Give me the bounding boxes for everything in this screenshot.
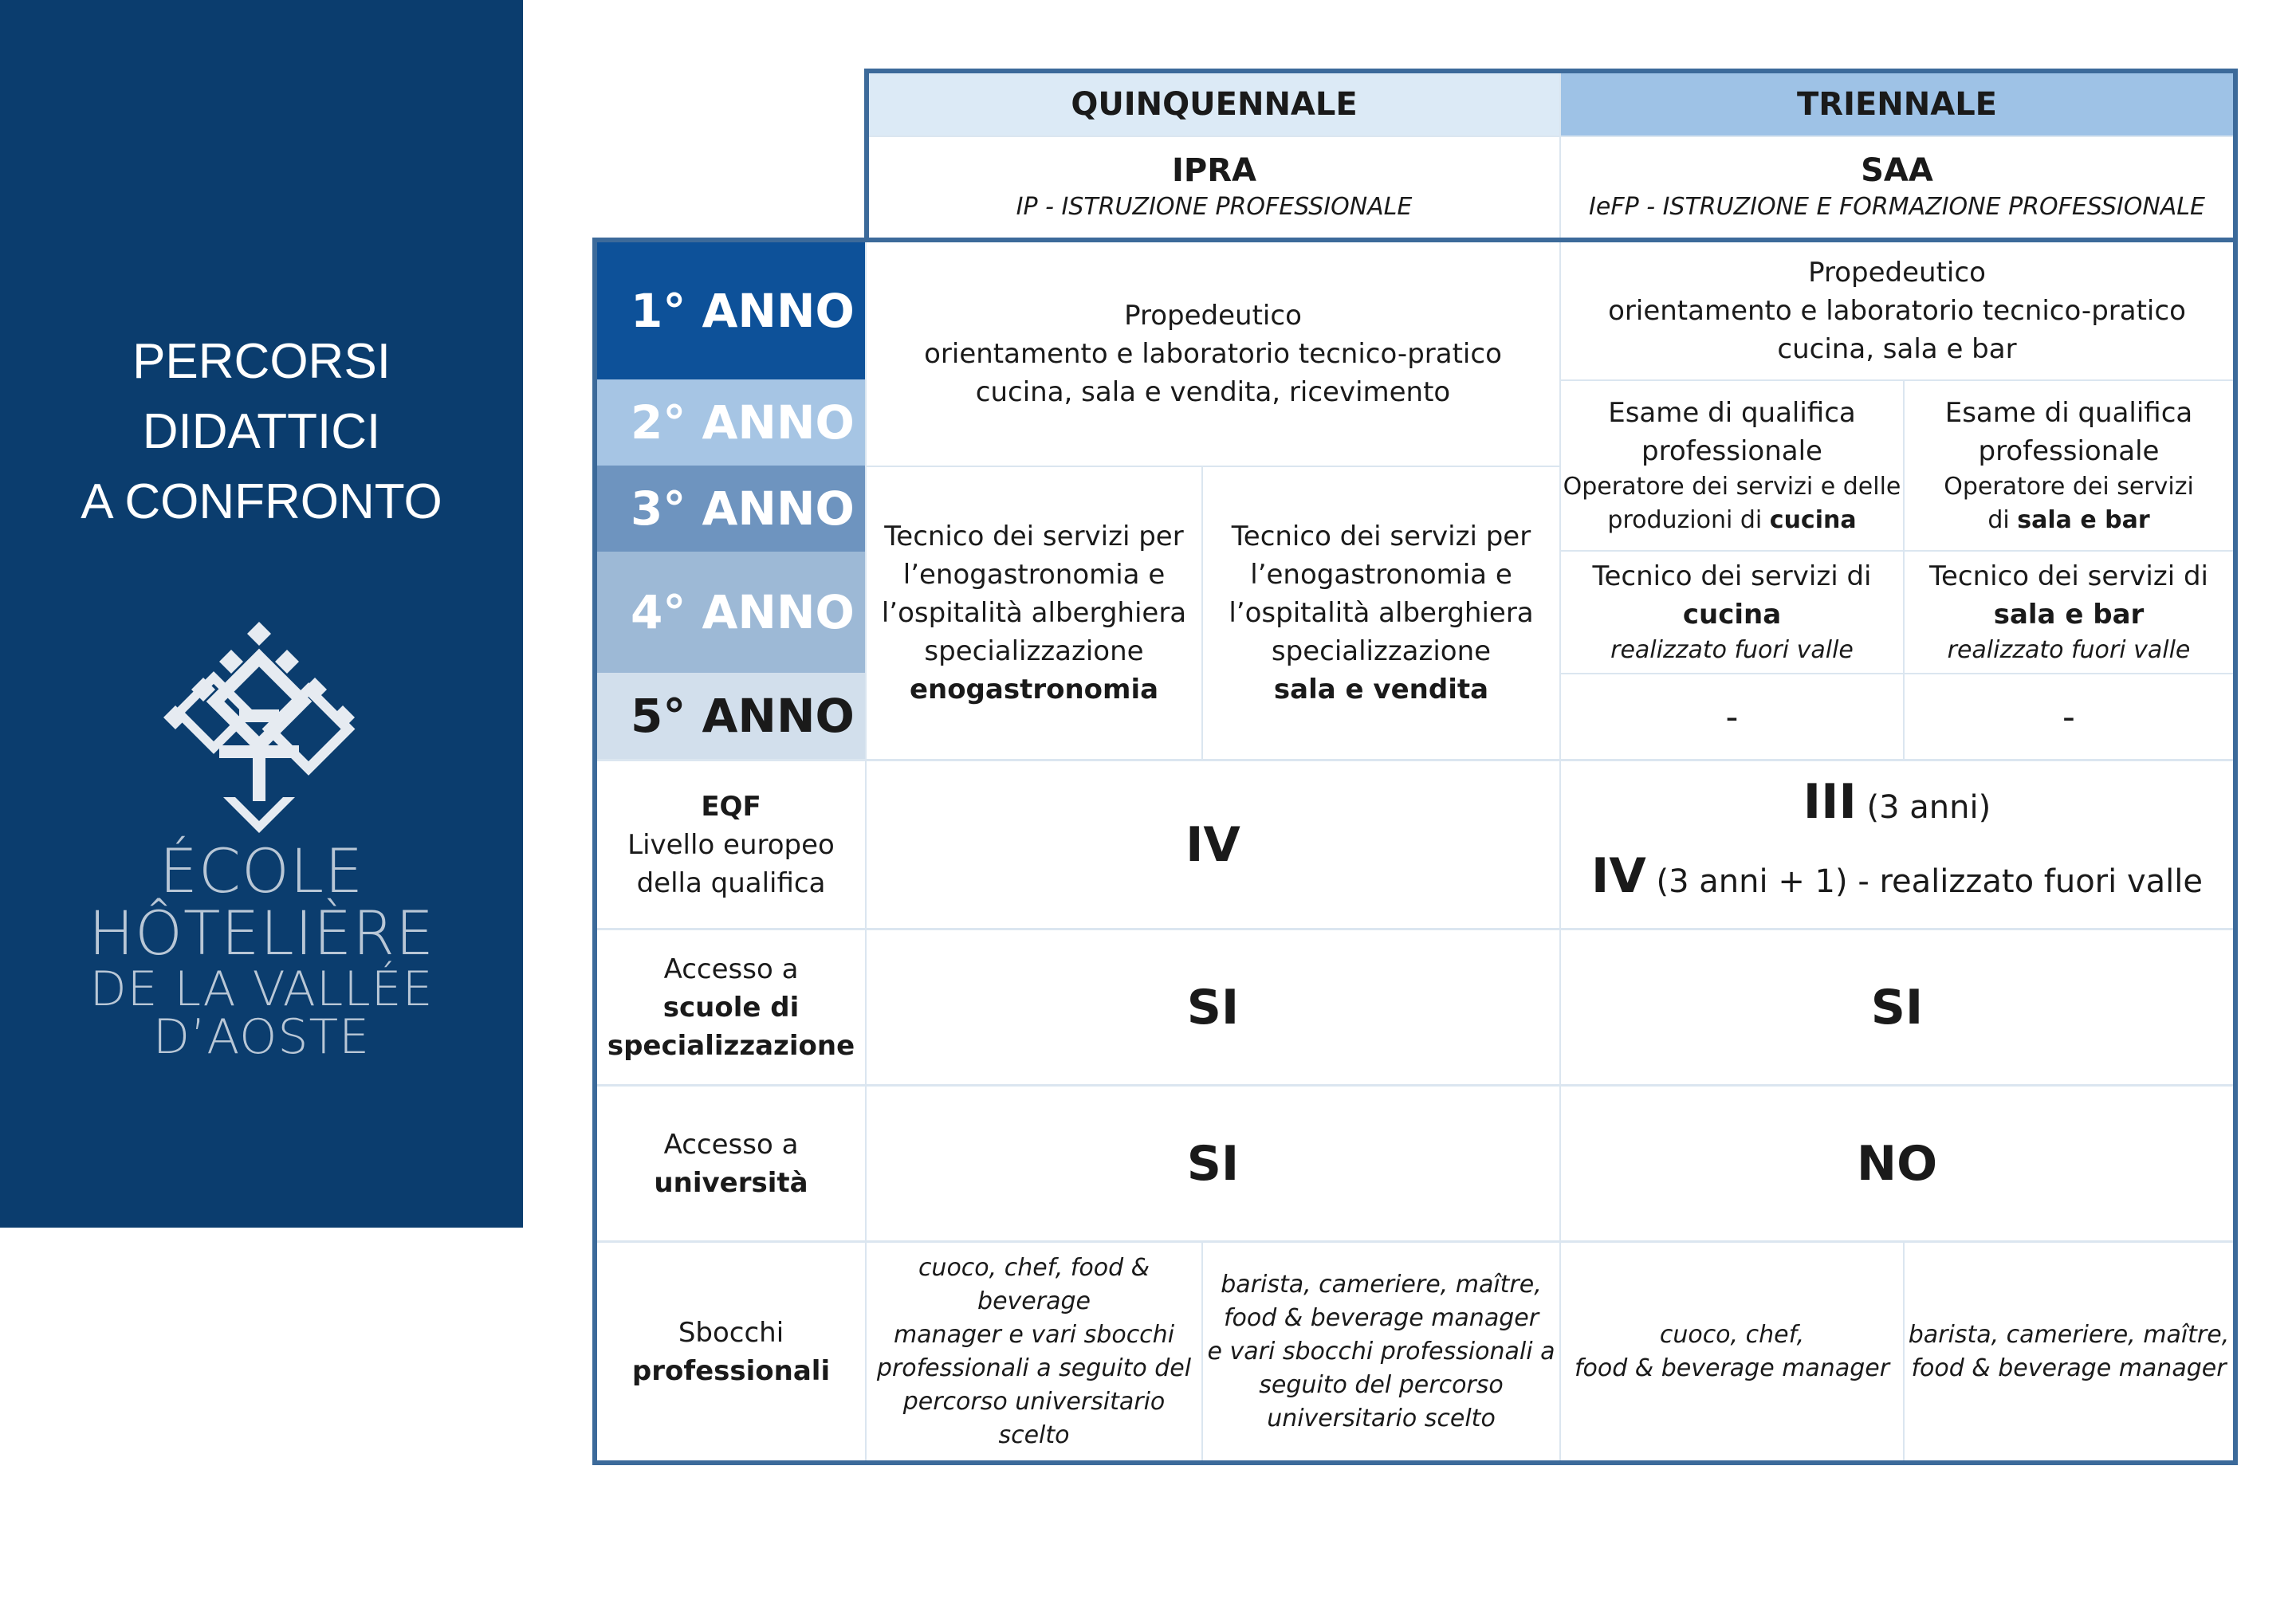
row-label-sbocchi — [597, 1243, 865, 1460]
cell-text: 1° ANNO — [631, 284, 855, 338]
cell-text: barista, cameriere, maître, — [1221, 1270, 1542, 1299]
cell-text: 5° ANNO — [631, 689, 855, 743]
cell-text: Operatore dei servizi — [1944, 473, 2194, 501]
saa-esame-sala-bar — [1905, 381, 2233, 550]
saa-tecnico-cucina — [1561, 552, 1903, 673]
saa-subtitle: IeFP - ISTRUZIONE E FORMAZIONE PROFESSIONALE — [1589, 193, 2205, 221]
cell-text: produzioni di — [1607, 506, 1763, 534]
header-quinquennale-label: QUINQUENNALE — [1071, 86, 1358, 123]
title-line: PERCORSI — [132, 334, 391, 389]
cell-text: cucina — [1682, 599, 1782, 631]
cell-text: food & beverage manager — [1223, 1303, 1539, 1332]
cell-text: di — [1987, 506, 2010, 534]
logo-line: DE LA VALLÉE — [89, 961, 434, 1017]
cell-text: SI — [1186, 1135, 1240, 1192]
cell-text: NO — [1856, 1135, 1938, 1192]
saa-year5-cucina — [1561, 674, 1903, 759]
cell-text: Esame di qualifica — [1944, 397, 2193, 429]
saa-propedeutico — [1561, 242, 2233, 379]
cell-text: cucina — [1769, 506, 1857, 534]
ipra-universita-value — [867, 1087, 1559, 1240]
title-line: DIDATTICI — [142, 404, 381, 459]
saa-year5-sala-bar — [1905, 674, 2233, 759]
cell-text: Accesso a — [663, 1128, 799, 1161]
header-quinquennale — [869, 73, 1559, 136]
year-2-label — [597, 379, 865, 466]
cell-text: food & beverage manager — [1574, 1354, 1890, 1382]
ipra-tecnico-sala-vendita — [1203, 467, 1559, 759]
header-triennale-label: TRIENNALE — [1796, 86, 1997, 123]
cell-text: IV — [1591, 847, 1646, 904]
cell-text: 2° ANNO — [631, 395, 855, 450]
cell-text: sala e bar — [1993, 599, 2145, 631]
cell-text: SI — [1186, 979, 1240, 1035]
saa-esame-cucina — [1561, 381, 1903, 550]
cell-text: food & beverage manager — [1911, 1354, 2227, 1382]
cell-text: professionali — [631, 1354, 831, 1387]
saa-universita-value — [1561, 1087, 2233, 1240]
cell-text: III — [1803, 773, 1857, 830]
cell-text: cucina, sala e vendita, ricevimento — [975, 376, 1451, 408]
cell-text: barista, cameriere, maître, — [1908, 1320, 2230, 1349]
cell-text: - — [2062, 696, 2075, 737]
cell-text: Propedeutico — [1124, 300, 1302, 332]
row-label-scuole — [597, 930, 865, 1084]
cell-text: IV — [1185, 816, 1240, 873]
cell-text: Accesso a — [663, 953, 799, 985]
cell-text: (3 anni + 1) - realizzato fuori valle — [1645, 863, 2203, 900]
row-label-eqf — [597, 761, 865, 928]
cell-text: sala e bar — [2017, 506, 2150, 534]
cell-text: l’enogastronomia e — [902, 559, 1166, 591]
cell-text: specializzazione — [924, 635, 1144, 667]
year-5-label — [597, 673, 865, 759]
cell-text: Tecnico dei servizi di — [1929, 560, 2208, 592]
cell-text: SI — [1870, 979, 1924, 1035]
year-3-label — [597, 466, 865, 552]
cell-text: sala e vendita — [1273, 674, 1489, 705]
cell-text: enogastronomia — [909, 674, 1159, 705]
cell-text: Livello europeo — [627, 828, 835, 861]
left-panel — [0, 0, 523, 1228]
cell-text: (3 anni) — [1856, 788, 1991, 826]
logo-line: ÉCOLE — [159, 835, 364, 906]
cell-text: EQF — [701, 790, 761, 823]
school-logo-text — [0, 835, 523, 1065]
cell-text: orientamento e laboratorio tecnico-pratico — [1608, 295, 2186, 327]
ipra-scuole-value — [867, 930, 1559, 1084]
logo-line: D’AOSTE — [152, 1009, 371, 1065]
cell-text: - — [1725, 696, 1739, 737]
row-label-universita — [597, 1087, 865, 1240]
cell-text: cucina, sala e bar — [1777, 333, 2017, 365]
cell-text: Operatore dei servizi e delle — [1563, 473, 1901, 501]
cell-text: scuole di — [662, 991, 800, 1024]
ipra-eqf-value — [867, 761, 1559, 928]
school-logo-icon — [144, 614, 375, 845]
saa-title: SAA — [1861, 152, 1933, 189]
title-line: A CONFRONTO — [81, 474, 442, 529]
cell-text: l’enogastronomia e — [1250, 559, 1512, 591]
cell-text: l’ospitalità alberghiera — [1229, 597, 1534, 629]
saa-eqf-value — [1561, 761, 2233, 928]
ipra-tecnico-enogastronomia — [867, 467, 1201, 759]
cell-text: cuoco, chef, — [1659, 1320, 1805, 1349]
logo-line: HÔTELIÈRE — [88, 898, 434, 969]
cell-text: 4° ANNO — [631, 585, 855, 639]
cell-text: professionali a seguito del — [876, 1354, 1192, 1382]
year-4-label — [597, 552, 865, 673]
cell-text: cuoco, chef, food & beverage — [918, 1253, 1150, 1315]
cell-text: e vari sbocchi professionali a — [1207, 1337, 1555, 1366]
cell-text: Propedeutico — [1808, 257, 1986, 289]
year-1-label — [597, 242, 865, 379]
cell-text: Sbocchi — [678, 1316, 784, 1349]
cell-text: della qualifica — [636, 867, 826, 899]
page-title — [0, 327, 523, 537]
header-triennale — [1561, 73, 2233, 136]
ipra-propedeutico — [867, 242, 1559, 466]
ipra-sbocchi-enogastronomia — [867, 1243, 1201, 1460]
ipra-subtitle: IP - ISTRUZIONE PROFESSIONALE — [1016, 193, 1413, 221]
cell-text: realizzato fuori valle — [1947, 636, 2191, 664]
cell-text: specializzazione — [607, 1029, 855, 1062]
cell-text: realizzato fuori valle — [1610, 636, 1854, 664]
cell-text: 3° ANNO — [631, 481, 855, 536]
cell-text: università — [654, 1166, 808, 1199]
cell-text: Esame di qualifica — [1608, 397, 1856, 429]
cell-text: orientamento e laboratorio tecnico-pratico — [924, 338, 1502, 370]
header-saa — [1561, 137, 2233, 238]
saa-tecnico-sala-bar — [1905, 552, 2233, 673]
ipra-title: IPRA — [1172, 152, 1256, 189]
saa-scuole-value — [1561, 930, 2233, 1084]
cell-text: Tecnico dei servizi di — [1592, 560, 1872, 592]
cell-text: professionale — [1978, 435, 2160, 467]
cell-text: Tecnico dei servizi per — [884, 521, 1184, 552]
header-ipra — [869, 137, 1559, 238]
cell-text: Tecnico dei servizi per — [1231, 521, 1531, 552]
ipra-sbocchi-sala-vendita — [1203, 1243, 1559, 1460]
cell-text: l’ospitalità alberghiera — [881, 597, 1187, 629]
cell-text: percorso universitario scelto — [902, 1387, 1166, 1449]
cell-text: professionale — [1641, 435, 1822, 467]
saa-sbocchi-cucina — [1561, 1243, 1903, 1460]
cell-text: manager e vari sbocchi — [893, 1320, 1175, 1349]
saa-sbocchi-sala-bar — [1905, 1243, 2233, 1460]
cell-text: seguito del percorso — [1259, 1370, 1504, 1399]
cell-text: universitario scelto — [1267, 1404, 1496, 1432]
cell-text: specializzazione — [1271, 635, 1492, 667]
